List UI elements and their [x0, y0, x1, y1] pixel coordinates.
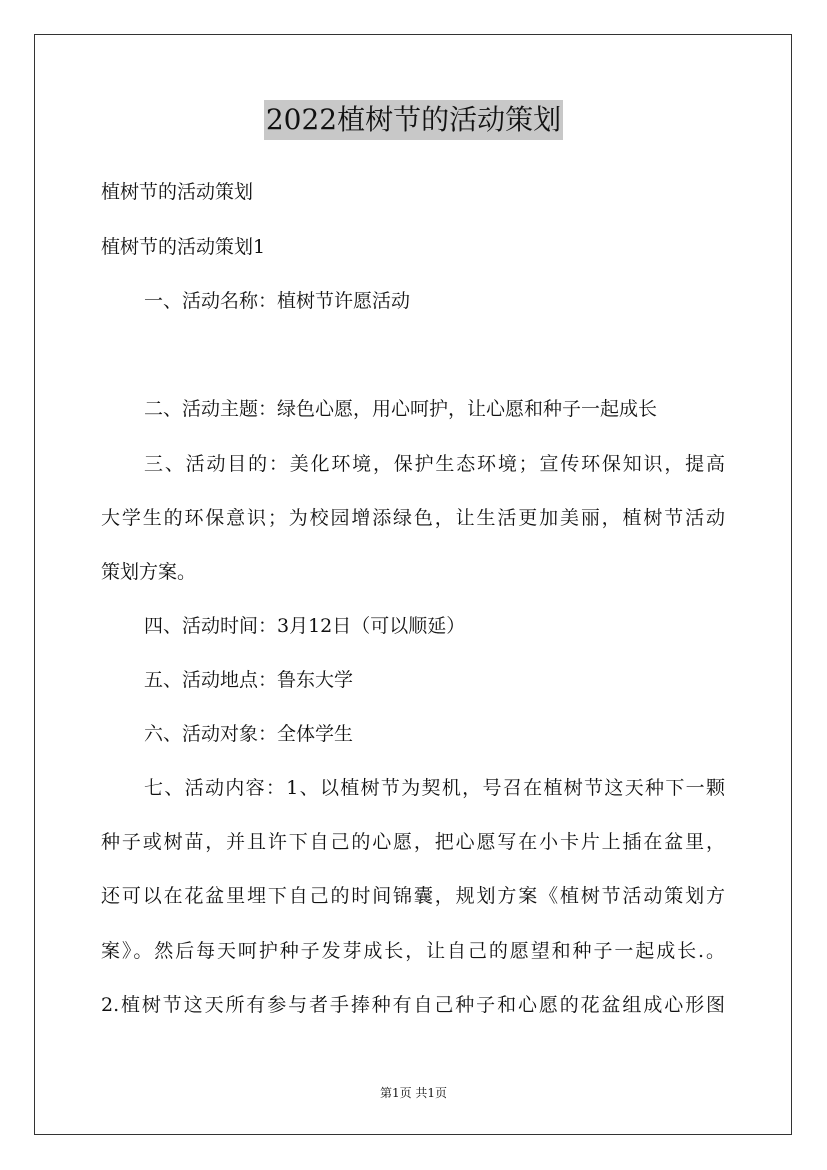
activity-purpose-line-1: 三、活动目的：美化环境，保护生态环境；宣传环保知识，提高 [144, 453, 725, 475]
activity-theme-line: 二、活动主题：绿色心愿，用心呵护，让心愿和种子一起成长 [144, 398, 658, 420]
activity-purpose-line-2: 大学生的环保意识；为校园增添绿色，让生活更加美丽，植树节活动 [101, 507, 725, 529]
subheading-line: 植树节的活动策划1 [101, 236, 266, 258]
activity-content-line-3: 还可以在花盆里埋下自己的时间锦囊，规划方案《植树节活动策划方 [101, 885, 725, 907]
activity-content-line-5: 2.植树节这天所有参与者手捧种有自己种子和心愿的花盆组成心形图 [101, 994, 725, 1016]
activity-content-line-1: 七、活动内容：1、以植树节为契机，号召在植树节这天种下一颗 [144, 777, 725, 799]
document-title: 2022植树节的活动策划 [264, 100, 563, 140]
heading-line: 植树节的活动策划 [101, 181, 254, 203]
activity-purpose-line-3: 策划方案。 [101, 561, 197, 583]
activity-audience-line: 六、活动对象：全体学生 [144, 723, 354, 745]
activity-content-line-2: 种子或树苗，并且许下自己的心愿，把心愿写在小卡片上插在盆里， [101, 831, 725, 853]
activity-content-line-4: 案》。然后每天呵护种子发芽成长，让自己的愿望和种子一起成长.。 [101, 940, 725, 962]
activity-name-line: 一、活动名称：植树节许愿活动 [144, 290, 411, 312]
title-container [0, 100, 827, 140]
page-footer: 第1页 共1页 [379, 1086, 448, 1100]
activity-location-line: 五、活动地点：鲁东大学 [144, 669, 354, 691]
activity-time-line: 四、活动时间：3月12日（可以顺延） [144, 615, 466, 637]
